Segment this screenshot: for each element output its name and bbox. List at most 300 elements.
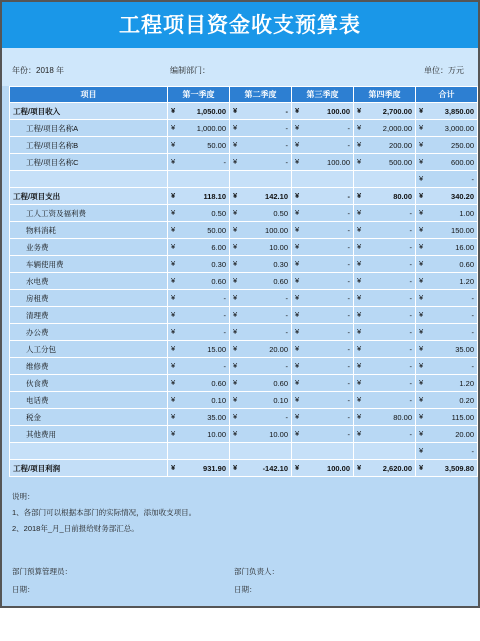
total-cell [416, 409, 478, 426]
quarter-cell [230, 307, 292, 324]
quarter-cell [292, 222, 354, 239]
cell-value: 16.00 [455, 242, 474, 252]
cell-value: 100.00 [327, 106, 350, 116]
currency-symbol: ¥ [419, 344, 424, 353]
quarter-cell [168, 137, 230, 154]
currency-symbol: ¥ [171, 242, 176, 251]
total-cell [416, 256, 478, 273]
currency-symbol: ¥ [233, 463, 238, 472]
quarter-cell [230, 392, 292, 409]
notes-section [12, 489, 196, 537]
cell-value: 0.60 [273, 378, 288, 388]
currency-symbol: ¥ [357, 327, 362, 336]
cell-value: - [471, 446, 474, 456]
cell-value: - [285, 123, 288, 133]
total-cell [416, 188, 478, 205]
table-row [10, 137, 478, 154]
cell-value: 3,850.00 [444, 106, 474, 116]
quarter-cell [292, 341, 354, 358]
quarter-cell [230, 103, 292, 120]
cell-value: 600.00 [451, 157, 474, 167]
total-cell [416, 324, 478, 341]
currency-symbol: ¥ [233, 106, 238, 115]
currency-symbol: ¥ [295, 378, 300, 387]
currency-symbol: ¥ [171, 106, 176, 115]
cell-value: - [285, 310, 288, 320]
cell-value: 250.00 [451, 140, 474, 150]
group-row [10, 103, 478, 120]
quarter-cell [354, 188, 416, 205]
cell-value: - [347, 327, 350, 337]
currency-symbol: ¥ [357, 191, 362, 200]
quarter-cell [292, 103, 354, 120]
row-label: 水电费 [10, 273, 168, 290]
cell-value: 3,509.80 [444, 463, 474, 473]
currency-symbol: ¥ [419, 412, 424, 421]
quarter-cell [354, 324, 416, 341]
table-header-row [10, 87, 478, 103]
currency-symbol: ¥ [233, 378, 238, 387]
currency-symbol: ¥ [233, 157, 238, 166]
quarter-cell [292, 426, 354, 443]
quarter-cell [354, 375, 416, 392]
currency-symbol: ¥ [171, 140, 176, 149]
cell-value: - [409, 327, 412, 337]
cell-value: 2,700.00 [382, 106, 412, 116]
date-label-right: 日期： [234, 585, 257, 594]
group-row [10, 188, 478, 205]
row-label: 其他费用 [10, 426, 168, 443]
row-label: 人工分包 [10, 341, 168, 358]
currency-symbol: ¥ [295, 276, 300, 285]
quarter-cell [168, 188, 230, 205]
currency-symbol: ¥ [419, 140, 424, 149]
currency-symbol: ¥ [171, 310, 176, 319]
cell-value: - [471, 174, 474, 184]
quarter-cell [354, 358, 416, 375]
date-label-left: 日期： [12, 585, 35, 594]
year-label: 年份：2018 年 [12, 66, 65, 75]
currency-symbol: ¥ [233, 208, 238, 217]
currency-symbol: ¥ [233, 429, 238, 438]
cell-value: - [285, 327, 288, 337]
total-cell [416, 154, 478, 171]
cell-value: 80.00 [393, 191, 412, 201]
quarter-cell [230, 239, 292, 256]
currency-symbol: ¥ [357, 259, 362, 268]
quarter-cell [230, 222, 292, 239]
quarter-cell [354, 409, 416, 426]
quarter-cell [230, 205, 292, 222]
quarter-cell [354, 137, 416, 154]
total-cell [416, 239, 478, 256]
quarter-cell [292, 324, 354, 341]
quarter-cell [354, 392, 416, 409]
currency-symbol: ¥ [295, 344, 300, 353]
cell-value: - [471, 327, 474, 337]
cell-value: 15.00 [207, 344, 226, 354]
currency-symbol: ¥ [357, 378, 362, 387]
currency-symbol: ¥ [419, 327, 424, 336]
quarter-cell [354, 290, 416, 307]
cell-value: 80.00 [393, 412, 412, 422]
currency-symbol: ¥ [233, 310, 238, 319]
currency-symbol: ¥ [419, 259, 424, 268]
note-line: 2、2018年_月_日前报给财务部汇总。 [12, 524, 139, 533]
currency-symbol: ¥ [171, 191, 176, 200]
cell-value: 100.00 [327, 463, 350, 473]
row-label: 工人工资及福利费 [10, 205, 168, 222]
currency-symbol: ¥ [357, 361, 362, 370]
quarter-cell [354, 307, 416, 324]
table-row [10, 273, 478, 290]
currency-symbol: ¥ [295, 463, 300, 472]
cell-value: 0.30 [273, 259, 288, 269]
cell-value: 1.00 [459, 208, 474, 218]
currency-symbol: ¥ [171, 293, 176, 302]
currency-symbol: ¥ [419, 276, 424, 285]
cell-value: - [223, 310, 226, 320]
currency-symbol: ¥ [419, 446, 424, 455]
currency-symbol: ¥ [357, 463, 362, 472]
total-cell [416, 222, 478, 239]
quarter-cell [230, 154, 292, 171]
cell-value: 200.00 [389, 140, 412, 150]
cell-value: - [347, 276, 350, 286]
cell-value: 10.00 [269, 429, 288, 439]
header-q3: 第三季度 [292, 87, 354, 103]
quarter-cell [292, 188, 354, 205]
header-q1: 第一季度 [168, 87, 230, 103]
quarter-cell [168, 409, 230, 426]
cell-value: - [285, 412, 288, 422]
quarter-cell [168, 290, 230, 307]
quarter-cell [292, 137, 354, 154]
quarter-cell [168, 375, 230, 392]
cell-value: 2,620.00 [382, 463, 412, 473]
currency-symbol: ¥ [171, 412, 176, 421]
table-row [10, 341, 478, 358]
currency-symbol: ¥ [233, 140, 238, 149]
total-cell [416, 120, 478, 137]
currency-symbol: ¥ [357, 106, 362, 115]
currency-symbol: ¥ [295, 412, 300, 421]
currency-symbol: ¥ [171, 123, 176, 132]
currency-symbol: ¥ [357, 157, 362, 166]
currency-symbol: ¥ [295, 293, 300, 302]
cell-value: 35.00 [207, 412, 226, 422]
cell-value: 0.60 [273, 276, 288, 286]
currency-symbol: ¥ [357, 310, 362, 319]
cell-value: 150.00 [451, 225, 474, 235]
quarter-cell [292, 171, 354, 188]
cell-value: - [347, 429, 350, 439]
quarter-cell [168, 324, 230, 341]
table-row [10, 426, 478, 443]
cell-value: - [223, 327, 226, 337]
cell-value: 1.20 [459, 276, 474, 286]
currency-symbol: ¥ [295, 157, 300, 166]
total-cell [416, 426, 478, 443]
cell-value: 500.00 [389, 157, 412, 167]
cell-value: 20.00 [455, 429, 474, 439]
row-label: 车辆使用费 [10, 256, 168, 273]
quarter-cell [168, 460, 230, 477]
currency-symbol: ¥ [357, 208, 362, 217]
quarter-cell [230, 443, 292, 460]
currency-symbol: ¥ [419, 429, 424, 438]
note-line: 1、各部门可以根据本部门的实际情况，添加收支项目。 [12, 508, 197, 517]
cell-value: - [347, 293, 350, 303]
cell-value: 1.20 [459, 378, 474, 388]
cell-value: 115.00 [451, 412, 474, 422]
cell-value: 118.10 [203, 191, 226, 201]
cell-value: - [471, 361, 474, 371]
cell-value: - [409, 378, 412, 388]
quarter-cell [292, 256, 354, 273]
currency-symbol: ¥ [233, 259, 238, 268]
quarter-cell [230, 460, 292, 477]
table-row [10, 154, 478, 171]
cell-value: - [409, 259, 412, 269]
cell-value: - [285, 157, 288, 167]
cell-value: 100.00 [265, 225, 288, 235]
quarter-cell [230, 273, 292, 290]
row-label: 工程/项目名称A [10, 120, 168, 137]
row-label: 税金 [10, 409, 168, 426]
quarter-cell [292, 290, 354, 307]
currency-symbol: ¥ [295, 242, 300, 251]
currency-symbol: ¥ [419, 225, 424, 234]
cell-value: - [347, 191, 350, 201]
cell-value: 10.00 [269, 242, 288, 252]
quarter-cell [354, 239, 416, 256]
header-q2: 第二季度 [230, 87, 292, 103]
currency-symbol: ¥ [171, 208, 176, 217]
cell-value: 35.00 [455, 344, 474, 354]
quarter-cell [292, 120, 354, 137]
quarter-cell [168, 443, 230, 460]
currency-symbol: ¥ [171, 429, 176, 438]
cell-value: 10.00 [207, 429, 226, 439]
notes-title: 说明： [12, 492, 35, 501]
total-cell [416, 273, 478, 290]
currency-symbol: ¥ [419, 395, 424, 404]
quarter-cell [168, 205, 230, 222]
cell-value: - [285, 361, 288, 371]
cell-value: 0.50 [273, 208, 288, 218]
currency-symbol: ¥ [233, 361, 238, 370]
table-row [10, 239, 478, 256]
cell-value: - [347, 344, 350, 354]
currency-symbol: ¥ [171, 378, 176, 387]
cell-value: 340.20 [451, 191, 474, 201]
table-row [10, 375, 478, 392]
currency-symbol: ¥ [357, 344, 362, 353]
quarter-cell [292, 443, 354, 460]
table-row [10, 222, 478, 239]
cell-value: 0.10 [211, 395, 226, 405]
cell-value: - [409, 225, 412, 235]
header-total: 合计 [416, 87, 478, 103]
quarter-cell [230, 290, 292, 307]
cell-value: - [347, 208, 350, 218]
cell-value: - [347, 225, 350, 235]
currency-symbol: ¥ [171, 327, 176, 336]
department-label: 编制部门： [170, 66, 210, 75]
cell-value: - [285, 293, 288, 303]
row-label: 工程/项目名称B [10, 137, 168, 154]
quarter-cell [354, 103, 416, 120]
quarter-cell [230, 324, 292, 341]
row-label: 工程/项目名称C [10, 154, 168, 171]
quarter-cell [168, 341, 230, 358]
currency-symbol: ¥ [419, 123, 424, 132]
currency-symbol: ¥ [295, 106, 300, 115]
row-label: 伙食费 [10, 375, 168, 392]
currency-symbol: ¥ [233, 191, 238, 200]
cell-value: - [347, 259, 350, 269]
cell-value: - [285, 106, 288, 116]
currency-symbol: ¥ [357, 429, 362, 438]
currency-symbol: ¥ [419, 310, 424, 319]
cell-value: - [471, 310, 474, 320]
cell-value: - [471, 293, 474, 303]
spacer-row [10, 443, 478, 460]
cell-value: - [409, 208, 412, 218]
cell-value: - [223, 157, 226, 167]
cell-value: - [347, 242, 350, 252]
quarter-cell [230, 358, 292, 375]
total-cell [416, 205, 478, 222]
currency-symbol: ¥ [171, 225, 176, 234]
cell-value: 20.00 [269, 344, 288, 354]
total-cell [416, 290, 478, 307]
cell-value: 50.00 [207, 140, 226, 150]
quarter-cell [168, 222, 230, 239]
quarter-cell [168, 103, 230, 120]
total-cell [416, 460, 478, 477]
row-label: 工程/项目利润 [10, 460, 168, 477]
spacer-row [10, 171, 478, 188]
cell-value: 100.00 [327, 157, 350, 167]
currency-symbol: ¥ [295, 395, 300, 404]
table-row [10, 358, 478, 375]
currency-symbol: ¥ [419, 361, 424, 370]
quarter-cell [354, 154, 416, 171]
currency-symbol: ¥ [171, 463, 176, 472]
currency-symbol: ¥ [357, 123, 362, 132]
currency-symbol: ¥ [295, 123, 300, 132]
cell-value: -142.10 [262, 463, 288, 473]
manager-label: 部门预算管理员： [12, 567, 72, 576]
cell-value: 0.60 [211, 276, 226, 286]
currency-symbol: ¥ [357, 276, 362, 285]
cell-value: - [409, 429, 412, 439]
table-body [10, 103, 478, 477]
header-q4: 第四季度 [354, 87, 416, 103]
quarter-cell [168, 239, 230, 256]
currency-symbol: ¥ [295, 310, 300, 319]
currency-symbol: ¥ [295, 140, 300, 149]
currency-symbol: ¥ [233, 225, 238, 234]
quarter-cell [168, 171, 230, 188]
row-label: 物料消耗 [10, 222, 168, 239]
total-cell [416, 341, 478, 358]
page-title: 工程项目资金收支预算表 [2, 2, 478, 48]
currency-symbol: ¥ [233, 344, 238, 353]
cell-value: - [347, 412, 350, 422]
quarter-cell [354, 120, 416, 137]
row-label: 房租费 [10, 290, 168, 307]
table-row [10, 392, 478, 409]
currency-symbol: ¥ [295, 191, 300, 200]
currency-symbol: ¥ [295, 225, 300, 234]
quarter-cell [230, 137, 292, 154]
total-cell [416, 137, 478, 154]
cell-value: - [409, 310, 412, 320]
header-item: 项目 [10, 87, 168, 103]
currency-symbol: ¥ [419, 191, 424, 200]
currency-symbol: ¥ [419, 378, 424, 387]
total-cell [416, 358, 478, 375]
cell-value: 0.60 [459, 259, 474, 269]
currency-symbol: ¥ [419, 463, 424, 472]
cell-value: - [347, 361, 350, 371]
currency-symbol: ¥ [295, 327, 300, 336]
quarter-cell [168, 358, 230, 375]
cell-value: 2,000.00 [382, 123, 412, 133]
quarter-cell [230, 188, 292, 205]
total-cell [416, 171, 478, 188]
quarter-cell [292, 205, 354, 222]
currency-symbol: ¥ [295, 259, 300, 268]
cell-value: 0.60 [211, 378, 226, 388]
currency-symbol: ¥ [233, 242, 238, 251]
quarter-cell [354, 273, 416, 290]
row-label [10, 443, 168, 460]
table-row [10, 307, 478, 324]
cell-value: - [409, 276, 412, 286]
row-label [10, 171, 168, 188]
cell-value: - [409, 293, 412, 303]
cell-value: - [223, 361, 226, 371]
cell-value: 142.10 [265, 191, 288, 201]
quarter-cell [354, 341, 416, 358]
currency-symbol: ¥ [357, 140, 362, 149]
unit-label: 单位：万元 [424, 66, 464, 75]
table-row [10, 409, 478, 426]
quarter-cell [354, 443, 416, 460]
row-label: 业务费 [10, 239, 168, 256]
currency-symbol: ¥ [357, 395, 362, 404]
row-label: 清理费 [10, 307, 168, 324]
quarter-cell [230, 256, 292, 273]
currency-symbol: ¥ [357, 242, 362, 251]
quarter-cell [354, 256, 416, 273]
currency-symbol: ¥ [357, 412, 362, 421]
cell-value: - [409, 361, 412, 371]
total-cell [416, 392, 478, 409]
cell-value: - [285, 140, 288, 150]
quarter-cell [354, 222, 416, 239]
cell-value: 0.50 [211, 208, 226, 218]
cell-value: - [347, 140, 350, 150]
quarter-cell [292, 154, 354, 171]
currency-symbol: ¥ [233, 293, 238, 302]
currency-symbol: ¥ [171, 361, 176, 370]
cell-value: - [223, 293, 226, 303]
